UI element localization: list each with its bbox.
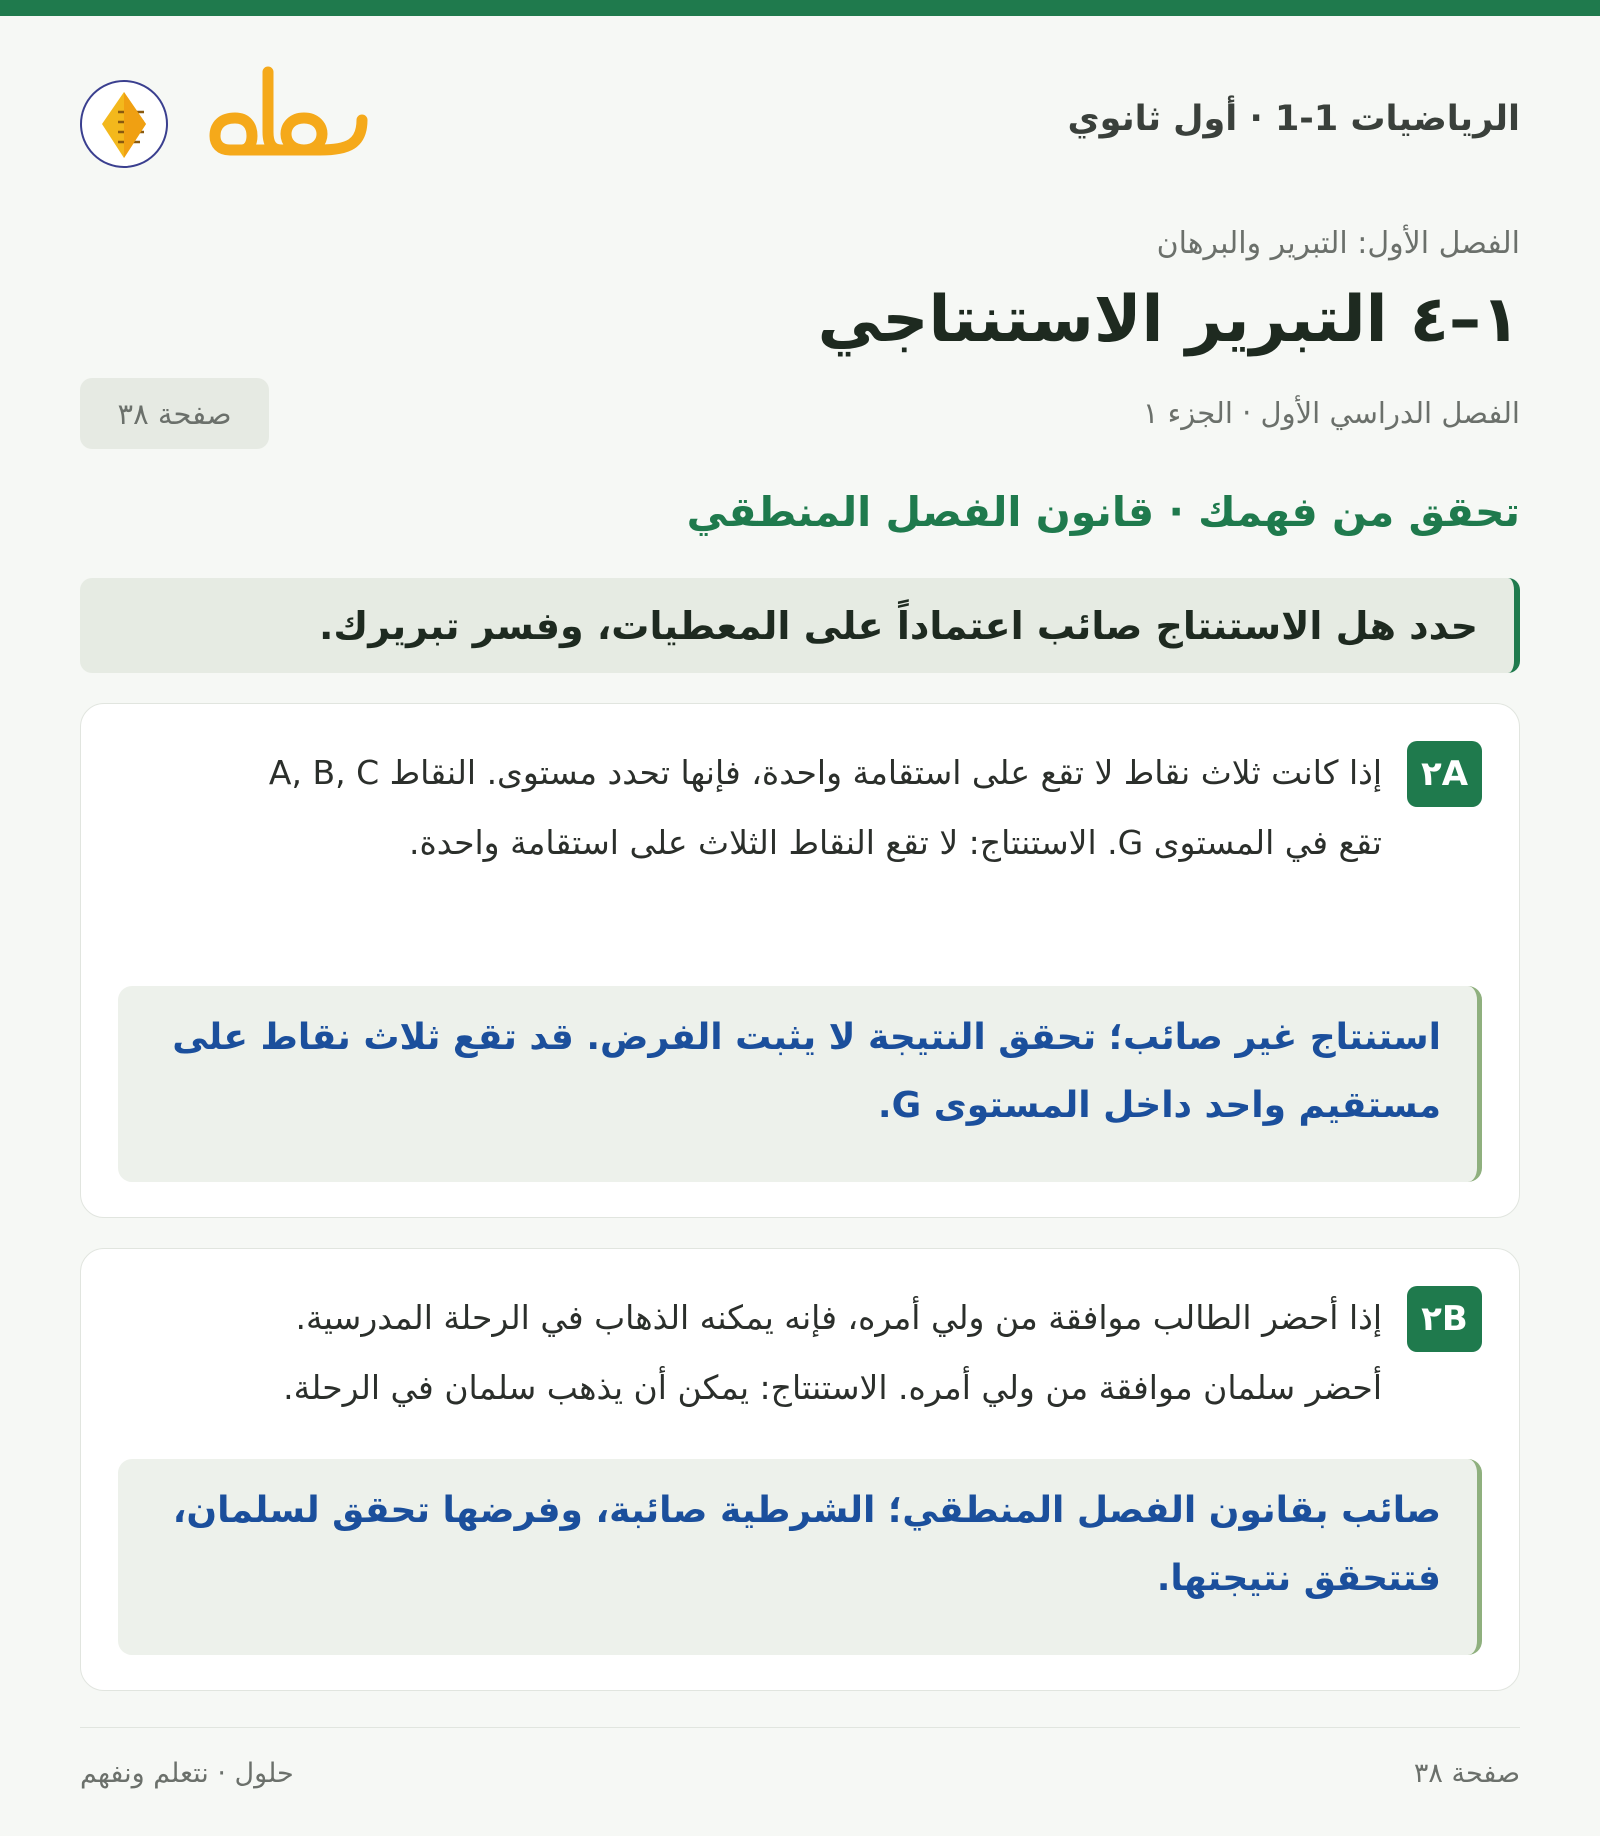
question-text: إذا أحضر الطالب موافقة من ولي أمره، فإنه يمكنه الذهاب في الرحلة المدرسية. أحضر سلمان موافقة من ولي أمره. الاستنتاج: يمكن أن يذهب سلمان في الرحلة. [283,1298,1382,1407]
section-heading: تحقق من فهمك · قانون الفصل المنطقي [686,488,1520,536]
header [80,62,1520,182]
footer-page-number: صفحة ٣٨ [1413,1758,1520,1789]
footer-divider [80,1727,1520,1728]
chapter-title: الفصل الأول: التبرير والبرهان [1156,226,1520,261]
footer-brand: حلول · نتعلم ونفهم [80,1758,294,1789]
question-card-2b [80,1248,1520,1691]
answer-box [118,1459,1482,1655]
instruction-box [80,578,1520,673]
semester-info: الفصل الدراسي الأول · الجزء ١ [1142,396,1520,430]
course-title: الرياضيات 1-1 · أول ثانوي [1067,99,1520,139]
page-number-badge: صفحة ٣٨ [80,378,269,449]
answer-text: صائب بقانون الفصل المنطقي؛ الشرطية صائبة، وفرضها تحقق لسلمان، فتتحقق نتيجتها. [172,1490,1441,1599]
question-card-2a [80,703,1520,1218]
instruction-text: حدد هل الاستنتاج صائب اعتماداً على المعطيات، وفسر تبريرك. [318,603,1478,648]
brand-logo[interactable] [80,62,380,182]
question-number-badge: ٢B [1407,1286,1482,1352]
page-content [80,0,1520,1836]
question-number-badge: ٢A [1407,741,1482,807]
answer-box [118,986,1482,1182]
question-text: إذا كانت ثلاث نقاط لا تقع على استقامة واحدة، فإنها تحدد مستوى. النقاط A, B, C تقع في المستوى G. الاستنتاج: لا تقع النقاط الثلاث على استقامة واحدة. [268,753,1382,862]
lesson-title: ١–٤ التبرير الاستنتاجي [817,283,1520,357]
answer-text: استنتاج غير صائب؛ تحقق النتيجة لا يثبت الفرض. قد تقع ثلاث نقاط على مستقيم واحد داخل المستوى G. [172,1017,1441,1126]
